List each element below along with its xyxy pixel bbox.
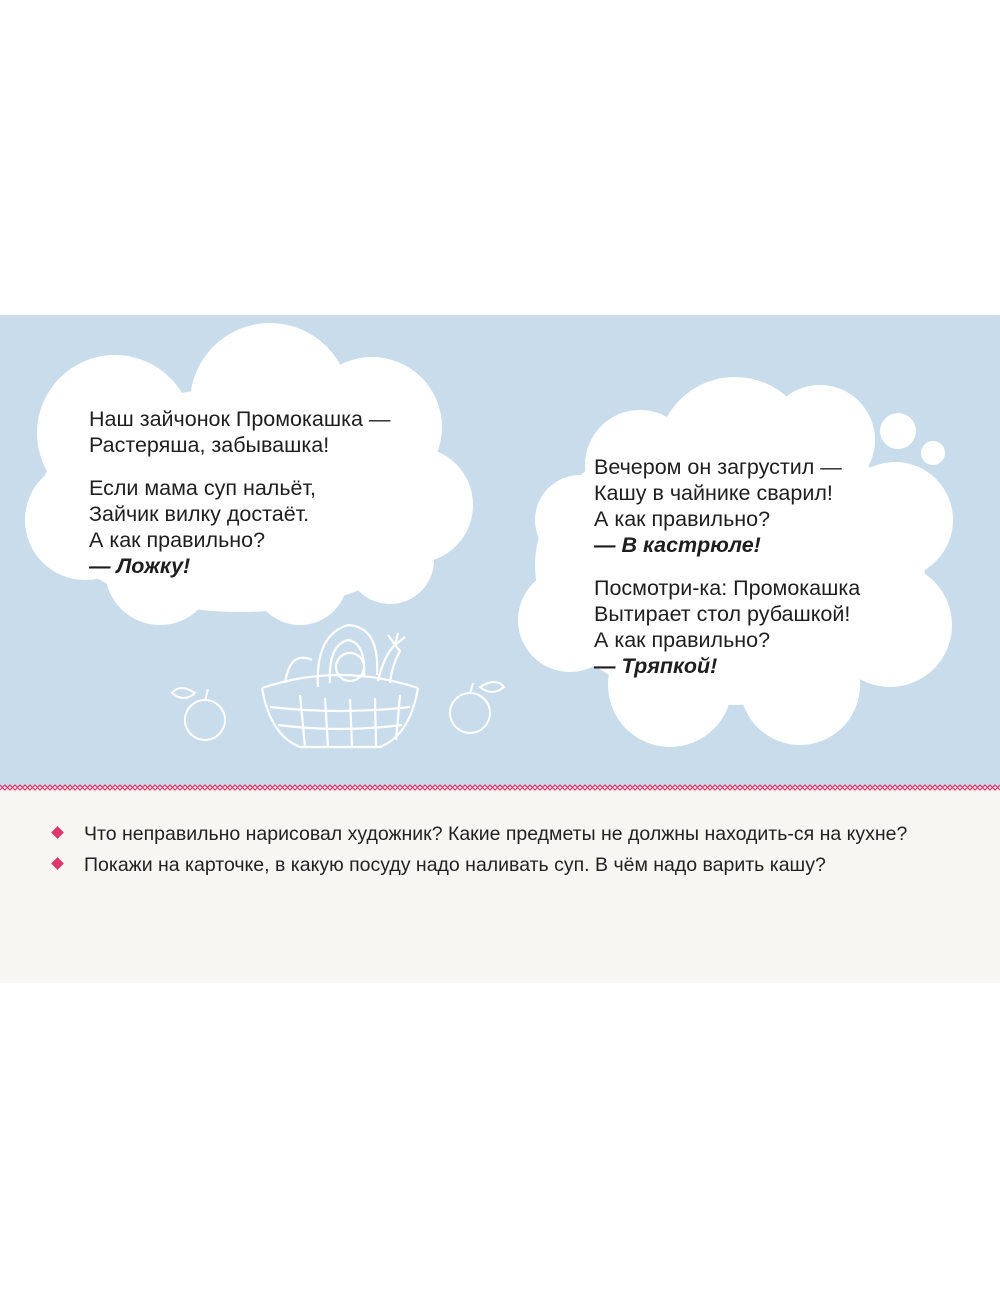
diamond-bullet-icon (51, 857, 64, 870)
bread-basket-icon (262, 625, 418, 747)
poem-answer: — В кастрюле! (594, 533, 761, 557)
questions-list (52, 821, 952, 883)
poem-line: Кашу в чайнике сварил! (594, 481, 833, 505)
poem-answer: — Ложку! (89, 554, 191, 578)
poem-right (594, 454, 860, 679)
poem-line: А как правильно? (594, 507, 771, 531)
diamond-bullet-icon (51, 826, 64, 839)
poem-line: Зайчик вилку достаёт. (89, 502, 310, 526)
poem-line: Растеряша, забывашка! (89, 433, 330, 457)
question-item (52, 852, 952, 878)
poem-line: Наш зайчонок Промокашка — (89, 407, 391, 431)
worksheet-card (0, 315, 1000, 983)
poem-line: Вытирает стол рубашкой! (594, 602, 851, 626)
poem-line: Если мама суп нальёт, (89, 476, 316, 500)
question-item (52, 821, 952, 847)
poem-line: Посмотри-ка: Промокашка (594, 576, 861, 600)
poem-line: А как правильно? (89, 528, 266, 552)
apple-icon (450, 682, 504, 733)
poem-line: Вечером он загрустил — (594, 455, 842, 479)
apple-icon (172, 688, 225, 740)
question-text: Что неправильно нарисовал художник? Какие предметы не должны находить-ся на кухне? (84, 823, 908, 845)
poem-line: А как правильно? (594, 628, 771, 652)
zigzag-divider (0, 783, 1000, 795)
question-text: Покажи на карточке, в какую посуду надо наливать суп. В чём надо варить кашу? (84, 854, 826, 876)
poem-answer: — Тряпкой! (594, 654, 718, 678)
illustration-panel (0, 315, 1000, 787)
poem-left (89, 406, 390, 579)
